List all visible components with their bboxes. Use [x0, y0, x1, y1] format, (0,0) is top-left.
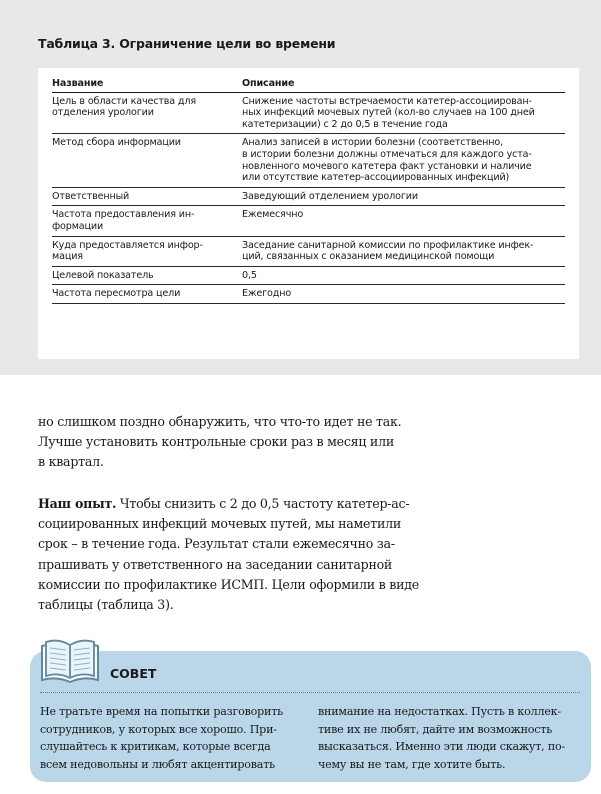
- cell-line: отделения урологии: [52, 107, 154, 119]
- tip-text-left: [40, 703, 304, 773]
- tip-label: СОВЕТ: [110, 666, 157, 681]
- cell-line: Снижение частоты встречаемости катетер-ассоциирован-: [242, 95, 532, 107]
- cell-description: [242, 92, 565, 134]
- tip-divider: [40, 692, 580, 693]
- paragraph-intro: [38, 412, 419, 473]
- cell-line: формации: [52, 220, 104, 232]
- cell-line: Частота пересмотра цели: [52, 288, 181, 300]
- cell-description: [242, 236, 565, 266]
- text-line: Лучше установить контрольные сроки раз в месяц или: [38, 434, 394, 450]
- cell-line: мация: [52, 251, 83, 263]
- goal-table: [52, 74, 565, 304]
- cell-name: [52, 266, 242, 285]
- table-row: [52, 236, 565, 266]
- table-row: [52, 134, 565, 187]
- cell-line: Целевой показатель: [52, 269, 154, 281]
- cell-line: Заведующий отделением урологии: [242, 190, 418, 202]
- open-book-icon: [38, 636, 102, 688]
- text-line: комиссии по профилактике ИСМП. Цели оформили в виде: [38, 576, 419, 592]
- text-line: внимание на недостатках. Пусть в коллек-: [318, 705, 561, 718]
- text-line: социированных инфекций мочевых путей, мы наметили: [38, 516, 402, 532]
- table-row: [52, 285, 565, 304]
- table-row: [52, 206, 565, 236]
- cell-name: [52, 92, 242, 134]
- text-line: прашивать у ответственного на заседании санитарной: [38, 556, 393, 572]
- cell-line: ций, связанных с оказанием медицинской помощи: [242, 251, 495, 263]
- table-card: [38, 68, 579, 359]
- cell-line: Частота предоставления ин-: [52, 209, 195, 221]
- cell-line: новленного мочевого катетера факт установки и наличие: [242, 160, 532, 172]
- cell-name: [52, 285, 242, 304]
- text-line: чему вы не там, где хотите быть.: [318, 757, 506, 771]
- text-line: сотрудников, у которых все хорошо. При-: [40, 722, 277, 736]
- cell-line: ных инфекций мочевых путей (кол-во случаев на 100 дней: [242, 107, 535, 119]
- text-line: Не тратьте время на попытки разговорить: [40, 705, 283, 718]
- cell-description: [242, 266, 565, 285]
- cell-line: Ежемесячно: [242, 209, 304, 221]
- paragraph-experience: [38, 494, 419, 615]
- cell-description: [242, 285, 565, 304]
- text-line: но слишком поздно обнаружить, что что-то идет не так.: [38, 414, 402, 429]
- cell-name: [52, 187, 242, 206]
- cell-name: [52, 206, 242, 236]
- table-body: [52, 92, 565, 303]
- text-line: слушайтесь к критикам, которые всегда: [40, 740, 271, 753]
- text-line: Наш опыт. Чтобы снизить с 2 до 0,5 частоту катетер-ас-: [38, 496, 410, 511]
- table-title: Таблица 3. Ограничение цели во времени: [38, 36, 336, 51]
- cell-line: катетеризации) с 2 до 0,5 в течение года: [242, 118, 448, 130]
- cell-line: в истории болезни должны отмечаться для каждого уста-: [242, 148, 532, 160]
- table-header-row: [52, 74, 565, 92]
- table-row: [52, 92, 565, 134]
- tip-text-right: [318, 703, 582, 773]
- text-line: тиве их не любят, дайте им возможность: [318, 722, 553, 736]
- cell-line: Заседание санитарной комиссии по профилактике инфек-: [242, 239, 534, 251]
- text-line: в квартал.: [38, 454, 104, 470]
- column-header-name: Название: [52, 74, 242, 92]
- cell-line: Ежегодно: [242, 288, 292, 300]
- cell-line: или отсутствие катетер-ассоциированных инфекций): [242, 172, 510, 184]
- table-row: [52, 187, 565, 206]
- cell-description: [242, 206, 565, 236]
- text-line: срок – в течение года. Результат стали ежемесячно за-: [38, 536, 395, 552]
- cell-name: [52, 134, 242, 187]
- table-row: [52, 266, 565, 285]
- cell-line: Ответственный: [52, 190, 130, 202]
- text-line: таблицы (таблица 3).: [38, 597, 174, 613]
- text-line: всем недовольны и любят акцентировать: [40, 757, 275, 771]
- paragraph-lead: Наш опыт.: [38, 496, 117, 511]
- column-header-description: Описание: [242, 74, 565, 92]
- cell-line: Анализ записей в истории болезни (соответственно,: [242, 137, 503, 149]
- cell-line: 0,5: [242, 269, 257, 281]
- cell-description: [242, 134, 565, 187]
- cell-line: Цель в области качества для: [52, 95, 197, 107]
- cell-name: [52, 236, 242, 266]
- cell-line: Метод сбора информации: [52, 137, 181, 149]
- cell-description: [242, 187, 565, 206]
- text-line: высказаться. Именно эти люди скажут, по-: [318, 740, 566, 753]
- cell-line: Куда предоставляется инфор-: [52, 239, 203, 251]
